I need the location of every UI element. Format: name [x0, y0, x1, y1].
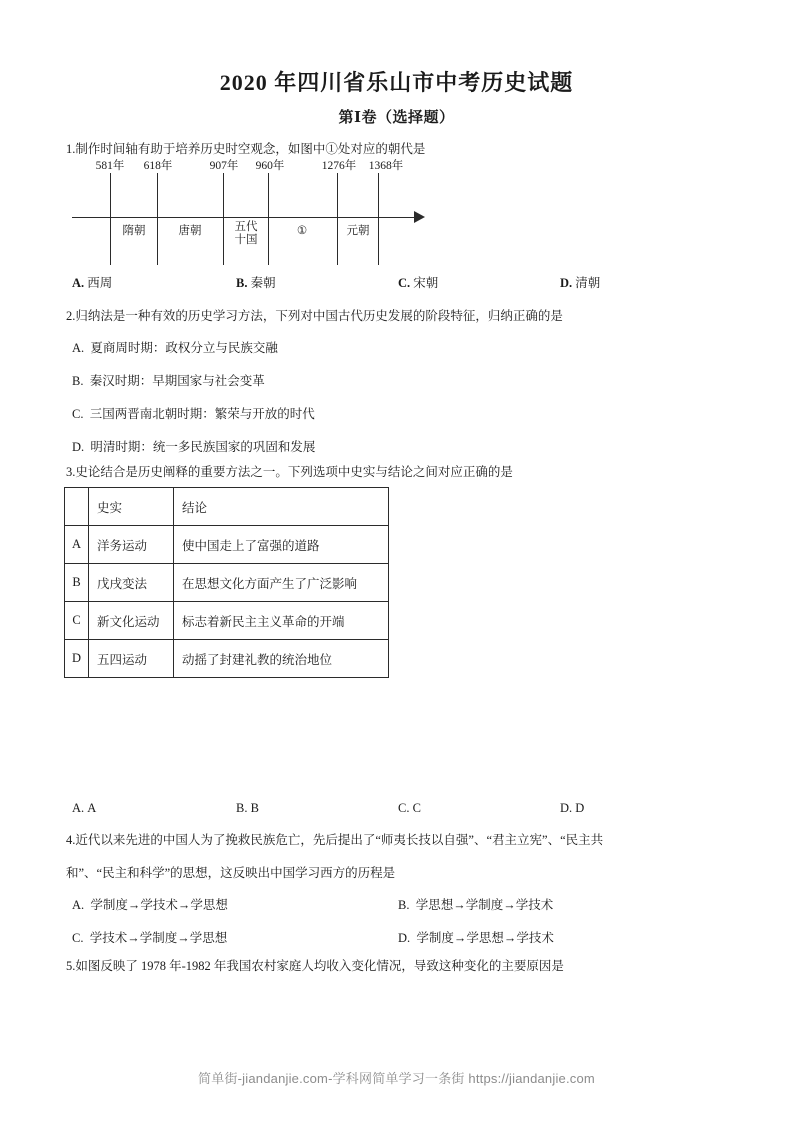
evidence-conclusion-table	[64, 487, 389, 678]
question-2-option-a-text: 夏商周时期：政权分立与民族交融	[90, 341, 278, 355]
question-3-stem: 3.史论结合是历史阐释的重要方法之一。下列选项中史实与结论之间对应正确的是	[66, 465, 513, 479]
question-4-option-a-text: 学制度→学技术→学思想	[90, 898, 228, 912]
question-1-option-c-label: C.	[398, 276, 411, 290]
table-row	[65, 602, 389, 640]
table-row-c-index: C	[65, 602, 89, 640]
question-4-option-b[interactable]	[398, 896, 553, 914]
question-3-option-a[interactable]	[72, 799, 96, 817]
question-1-option-a[interactable]	[72, 274, 112, 292]
timeline-arrow-head	[414, 211, 425, 223]
question-1-option-d[interactable]	[560, 274, 600, 292]
question-4-option-c-text: 学技术→学制度→学思想	[89, 931, 228, 945]
question-2-option-a-label: A.	[72, 341, 85, 355]
question-2-option-a[interactable]	[72, 339, 278, 357]
timeline-era-tang: 唐朝	[178, 225, 202, 237]
question-3-option-b-text: B	[250, 801, 259, 815]
question-4-stem-line-2: 和”、“民主和科学”的思想，这反映出中国学习西方的历程是	[66, 866, 396, 880]
timeline-tick-3	[223, 173, 224, 265]
timeline-era-blank-marker: ①	[296, 225, 308, 237]
dynasty-timeline-figure	[64, 160, 434, 273]
question-4-option-d-label: D.	[398, 931, 411, 945]
timeline-era-yuan: 元朝	[346, 225, 370, 237]
table-row-d-conclusion: 动摇了封建礼教的统治地位	[174, 640, 389, 678]
table-row-d-index: D	[65, 640, 89, 678]
timeline-tick-4	[268, 173, 269, 265]
question-2-option-b[interactable]	[72, 372, 265, 390]
table-row-c-conclusion: 标志着新民主主义革命的开端	[174, 602, 389, 640]
table-row-b-conclusion: 在思想文化方面产生了广泛影响	[174, 564, 389, 602]
page-subtitle: 第Ⅰ卷（选择题）	[338, 110, 455, 126]
timeline-year-618: 618年	[143, 160, 173, 172]
question-2-option-c[interactable]	[72, 405, 315, 423]
question-2-option-c-text: 三国两晋南北朝时期：繁荣与开放的时代	[89, 407, 315, 421]
question-2-option-d-text: 明清时期：统一多民族国家的巩固和发展	[90, 440, 316, 454]
question-1-option-b[interactable]	[236, 274, 276, 292]
timeline-era-sui: 隋朝	[122, 225, 146, 237]
table-row-a-conclusion: 使中国走上了富强的道路	[174, 526, 389, 564]
timeline-era-five-dynasties-line2: 十国	[234, 234, 258, 246]
question-3-option-c-label: C.	[398, 801, 410, 815]
question-4-option-d-text: 学制度→学思想→学技术	[416, 931, 554, 945]
table-row	[65, 564, 389, 602]
table-row-b-index: B	[65, 564, 89, 602]
question-4-option-c[interactable]	[72, 929, 227, 947]
timeline-year-1368: 1368年	[368, 160, 404, 172]
table-row-d-fact: 五四运动	[89, 640, 174, 678]
question-1-stem: 1.制作时间轴有助于培养历史时空观念，如图中①处对应的朝代是	[66, 142, 426, 156]
table-row	[65, 640, 389, 678]
question-2-option-d-label: D.	[72, 440, 85, 454]
question-3-option-b-label: B.	[236, 801, 248, 815]
question-3-option-c-text: C	[412, 801, 421, 815]
question-2-option-b-text: 秦汉时期：早期国家与社会变革	[89, 374, 265, 388]
question-1-option-c-text: 宋朝	[413, 276, 439, 290]
timeline-tick-1	[110, 173, 111, 265]
question-4-option-c-label: C.	[72, 931, 84, 945]
question-3-option-d-label: D.	[560, 801, 573, 815]
timeline-year-1276: 1276年	[321, 160, 357, 172]
table-row-b-fact: 戊戌变法	[89, 564, 174, 602]
question-2-stem: 2.归纳法是一种有效的历史学习方法，下列对中国古代历史发展的阶段特征，归纳正确的是	[66, 309, 563, 323]
question-1-option-b-text: 秦朝	[250, 276, 276, 290]
question-3-option-b[interactable]	[236, 799, 259, 817]
question-3-option-a-label: A.	[72, 801, 85, 815]
question-1-option-d-text: 清朝	[575, 276, 601, 290]
question-2-option-b-label: B.	[72, 374, 84, 388]
question-1-option-c[interactable]	[398, 274, 438, 292]
timeline-year-581: 581年	[95, 160, 125, 172]
question-3-option-d[interactable]	[560, 799, 584, 817]
table-row-a-fact: 洋务运动	[89, 526, 174, 564]
timeline-tick-5	[337, 173, 338, 265]
question-4-option-b-label: B.	[398, 898, 410, 912]
question-3-option-a-text: A	[87, 801, 97, 815]
question-2-option-d[interactable]	[72, 438, 315, 456]
question-3-option-d-text: D	[575, 801, 585, 815]
table-header-row	[65, 488, 389, 526]
table-row	[65, 526, 389, 564]
timeline-tick-2	[157, 173, 158, 265]
table-header-fact: 史实	[89, 488, 174, 526]
timeline-tick-6	[378, 173, 379, 265]
timeline-era-five-dynasties-line1: 五代	[234, 221, 258, 233]
question-4-option-a[interactable]	[72, 896, 228, 914]
question-1-option-b-label: B.	[236, 276, 248, 290]
question-1-option-d-label: D.	[560, 276, 573, 290]
question-4-option-a-label: A.	[72, 898, 85, 912]
table-row-a-index: A	[65, 526, 89, 564]
timeline-year-907: 907年	[209, 160, 239, 172]
question-1-option-a-text: 西周	[87, 276, 113, 290]
timeline-axis-line	[72, 217, 417, 218]
footer-watermark: 简单街-jiandanjie.com-学科网简单学习一条街 https://jiandanjie.com	[198, 1071, 595, 1086]
page-title: 2020 年四川省乐山市中考历史试题	[219, 70, 574, 95]
question-4-option-d[interactable]	[398, 929, 554, 947]
question-2-option-c-label: C.	[72, 407, 84, 421]
question-1-option-a-label: A.	[72, 276, 85, 290]
timeline-era-five-dynasties	[235, 221, 258, 247]
timeline-year-960: 960年	[255, 160, 285, 172]
question-3-option-c[interactable]	[398, 799, 421, 817]
question-5-stem: 5.如图反映了 1978 年-1982 年我国农村家庭人均收入变化情况，导致这种变化的主要原因是	[66, 959, 564, 973]
table-row-c-fact: 新文化运动	[89, 602, 174, 640]
table-header-conclusion: 结论	[174, 488, 389, 526]
table-header-index	[65, 488, 89, 526]
question-4-option-b-text: 学思想→学制度→学技术	[415, 898, 554, 912]
question-4-stem-line-1: 4.近代以来先进的中国人为了挽救民族危亡，先后提出了“师夷长技以自强”、“君主立宪”、“民主共	[66, 833, 604, 847]
